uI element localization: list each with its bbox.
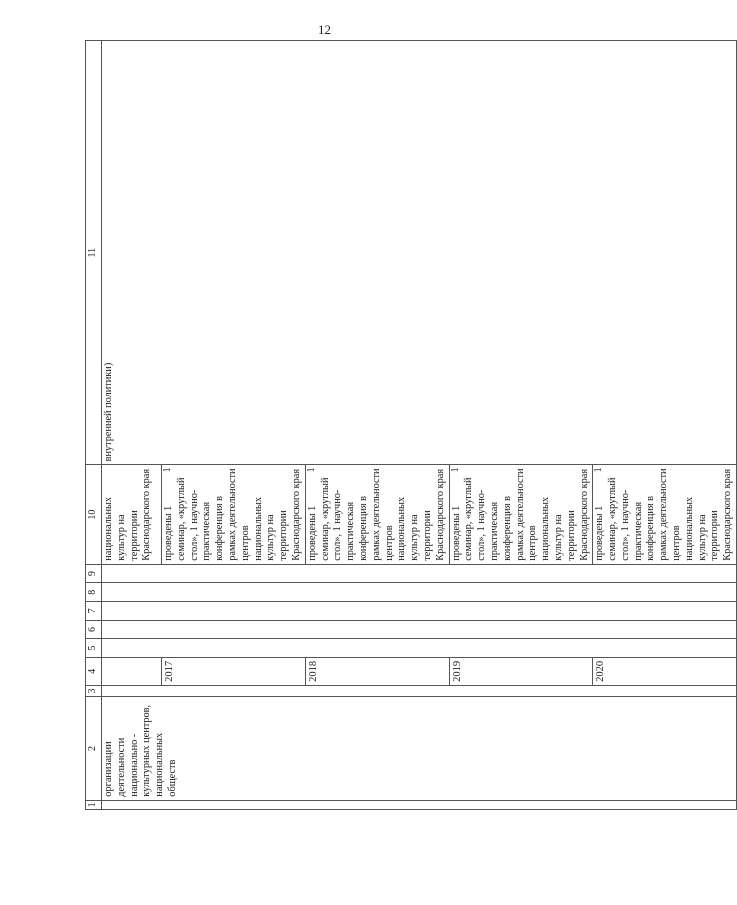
- cell-responsible: внутренней политики): [102, 41, 737, 465]
- header-cell: 5: [86, 639, 102, 658]
- header-cell: 8: [86, 583, 102, 602]
- header-cell: 9: [86, 564, 102, 583]
- cell-year: 2019: [449, 657, 593, 685]
- result-text: проведены 1 семинар, «круглый стол», 1 научно-практическая конференция в рамках деятельности центров национальных культур на территории Краснодарского края: [306, 468, 446, 561]
- result-text: проведены 1 семинар, «круглый стол», 1 научно-практическая конференция в рамках деятельности центров национальных культур на территории Краснодарского края: [594, 468, 734, 561]
- row-marker: 1: [449, 467, 461, 473]
- row-marker: 1: [305, 467, 317, 473]
- rotated-table-page: [85, 40, 734, 810]
- cell-year: 2018: [305, 657, 449, 685]
- cell-col6: [102, 620, 737, 639]
- cell-col8: [102, 583, 737, 602]
- cell-col3: [102, 685, 737, 696]
- cell-result: [305, 465, 449, 564]
- cell-result: [449, 465, 593, 564]
- column-number-row: [86, 41, 102, 810]
- cell-year-empty: [102, 657, 162, 685]
- result-text: проведены 1 семинар, «круглый стол», 1 научно-практическая конференция в рамках деятельности центров национальных культур на территории Краснодарского края: [450, 468, 590, 561]
- header-cell: 10: [86, 465, 102, 564]
- header-cell: 3: [86, 685, 102, 696]
- table-row-continuation: [102, 41, 162, 810]
- cell-col1: [102, 800, 737, 809]
- cell-result-continuation: национальных культур на территории Краснодарского края: [102, 465, 162, 564]
- page-number: 12: [318, 22, 331, 37]
- header-cell: 6: [86, 620, 102, 639]
- program-table: [85, 40, 737, 810]
- row-marker: 1: [593, 467, 605, 473]
- result-text: проведены 1 семинар, «круглый стол», 1 научно-практическая конференция в рамках деятельности центров национальных культур на территории Краснодарского края: [163, 468, 302, 561]
- row-marker: 1: [162, 467, 173, 473]
- cell-col5: [102, 639, 737, 658]
- cell-col7: [102, 602, 737, 621]
- cell-col9: [102, 564, 737, 583]
- cell-result: [162, 465, 306, 564]
- cell-year: 2020: [593, 657, 737, 685]
- cell-result: [593, 465, 737, 564]
- cell-year: 2017: [162, 657, 306, 685]
- header-cell: 2: [86, 697, 102, 800]
- cell-activity-name: организации деятельности национально - культурных центров, национальных обществ: [102, 697, 737, 800]
- header-cell: 7: [86, 602, 102, 621]
- header-cell: 11: [86, 41, 102, 465]
- header-cell: 1: [86, 800, 102, 809]
- header-cell: 4: [86, 657, 102, 685]
